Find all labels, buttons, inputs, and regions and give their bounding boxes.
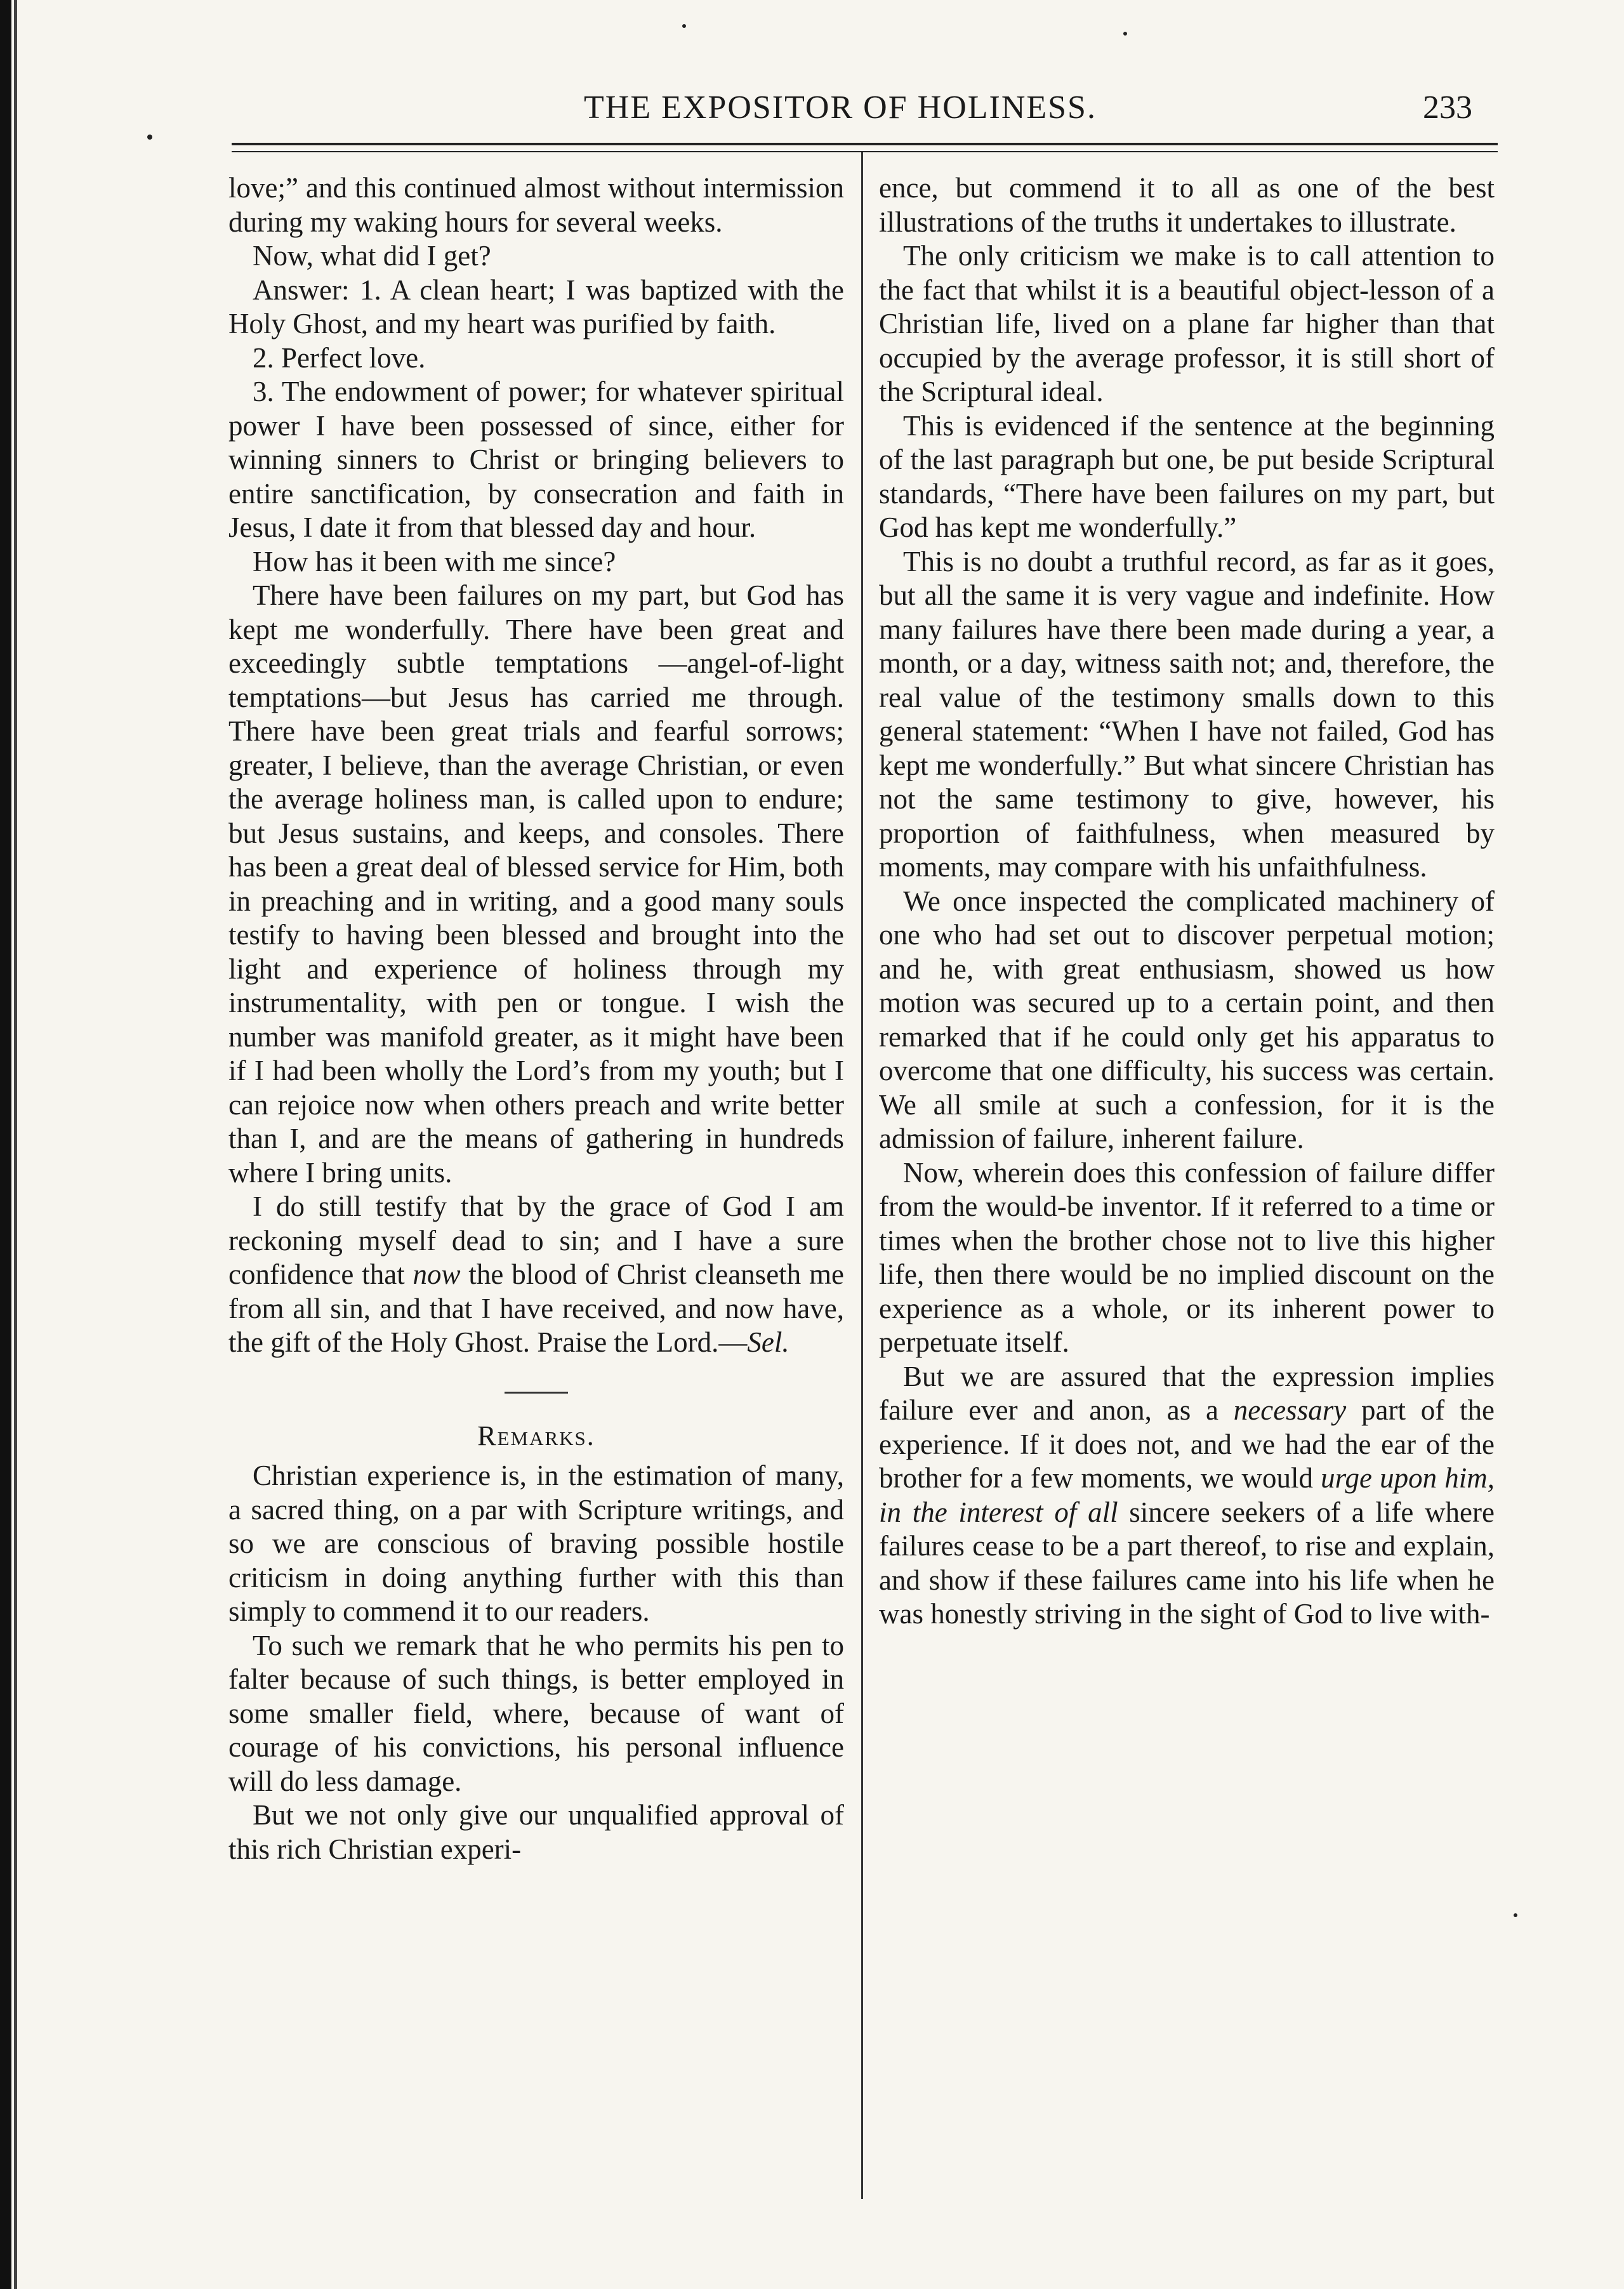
scan-edge-shadow xyxy=(14,0,17,2289)
left-column xyxy=(228,171,844,1866)
paragraph: The only criticism we make is to call attention to the fact that whilst it is a beautiful object-lesson of a Christian life, lived on a plane far higher than that occupied by the average professor, it is still short of the Scriptural ideal. xyxy=(879,240,1495,407)
paragraph: Now, what did I get? xyxy=(253,240,491,272)
scan-edge xyxy=(0,0,11,2289)
running-title: THE EXPOSITOR OF HOLINESS. xyxy=(584,89,1097,126)
paragraph: Now, wherein does this confession of failure differ from the would-be inventor. If it referred to a time or times when the brother chose not to live this higher life, then there would be no implied discount on the experience as a whole, or its inherent power to perpetuate itself. xyxy=(879,1156,1495,1358)
emphasis: urge upon him, in the interest of all xyxy=(879,1462,1495,1528)
paragraph: This is no doubt a truthful record, as far as it goes, but all the same it is very vague and indefinite. How many failures have there been made during a year, a month, or a day, witness saith not; and, therefore, the real value of the testimony smalls down to this general statement: “When I have not failed, God has kept me wonderfully.” But what sincere Christian has not the same testimony to give, however, his proportion of faithfulness, when measured by moments, may compare with his unfaithfulness. xyxy=(879,545,1495,883)
paragraph-last: But we are assured that the expression implies failure ever and anon, as a necessary part of the experience. If it does not, and we had the ear of the brother for a few moments, we would urge upon him, in the interest of all sincere seekers of a life where failures cease to be a part thereof, to rise and explain, and show if these failures came into his life when he was honestly striving in the sight of God to live with- xyxy=(879,1360,1495,1630)
speck xyxy=(1123,32,1127,36)
paragraph: To such we remark that he who permits his pen to falter because of such things, is better employed in some smaller field, where, because of want of courage of his convictions, his personal influence will do less damage. xyxy=(228,1629,844,1797)
paragraph: We once inspected the complicated machinery of one who had set out to discover perpetual motion; and he, with great enthusiasm, showed us how motion was secured up to a certain point, and then remarked that if he could only get his apparatus to overcome that one difficulty, his success was certain. We all smile at such a confession, for it is the admission of failure, inherent failure. xyxy=(879,885,1495,1154)
paragraph: love;” and this continued almost without intermission during my waking hours for several weeks. xyxy=(228,172,844,238)
page-number: 233 xyxy=(1423,89,1472,126)
speck xyxy=(682,24,686,28)
speck xyxy=(1514,1913,1517,1917)
paragraph: How has it been with me since? xyxy=(253,545,616,577)
section-rule xyxy=(505,1392,568,1394)
right-column xyxy=(879,171,1495,1632)
paragraph: But we not only give our unqualified approval of this rich Christian experi- xyxy=(228,1799,844,1865)
paragraph: Christian experience is, in the estimation of many, a sacred thing, on a par with Scripture writings, and so we are conscious of braving possible hostile criticism in doing anything further with this than simply to commend it to our readers. xyxy=(228,1460,844,1627)
paragraph: 3. The endowment of power; for whatever spiritual power I have been possessed of since, either for winning sinners to Christ or bringing believers to entire sanctification, by consecration and faith in Jesus, I date it from that blessed day and hour. xyxy=(228,376,844,543)
remarks-heading: Remarks. xyxy=(477,1420,595,1451)
paragraph: Answer: 1. A clean heart; I was baptized with the Holy Ghost, and my heart was purified by faith. xyxy=(228,274,844,340)
paragraph: 2. Perfect love. xyxy=(253,341,426,374)
header-rule-thin xyxy=(232,151,1498,152)
header-rule-thick xyxy=(232,143,1498,145)
paragraph-final-testimony: I do still testify that by the grace of God I am reckoning myself dead to sin; and I have a sure confidence that now the blood of Christ cleanseth me from all sin, and that I have received, and now have, the gift of the Holy Ghost. Praise the Lord.—Sel. xyxy=(228,1191,844,1358)
page-header xyxy=(241,89,1498,133)
column-divider xyxy=(861,152,863,2199)
speck xyxy=(147,135,152,140)
emphasis: now xyxy=(413,1258,461,1290)
paragraph: ence, but commend it to all as one of the best illustrations of the truths it undertakes to illustrate. xyxy=(879,172,1495,238)
paragraph: There have been failures on my part, but God has kept me wonderfully. There have been great and exceedingly subtle temptations —angel-of-light temptations—but Jesus has carried me through. There have been great trials and fearful sorrows; greater, I believe, than the average Christian, or even the average holiness man, is called upon to endure; but Jesus sustains, and keeps, and consoles. There has been a great deal of blessed service for Him, both in preaching and in writing, and a good many souls testify to having been blessed and brought into the light and experience of holiness through my instrumentality, with pen or tongue. I wish the number was manifold greater, as it might have been if I had been wholly the Lord’s from my youth; but I can rejoice now when others preach and write better than I, and are the means of gathering in hundreds where I bring units. xyxy=(228,579,844,1189)
emphasis: necessary xyxy=(1233,1394,1347,1426)
paragraph: This is evidenced if the sentence at the beginning of the last paragraph but one, be put beside Scriptural standards, “There have been failures on my part, but God has kept me wonderfully.” xyxy=(879,409,1495,543)
signature: Sel. xyxy=(747,1326,789,1358)
